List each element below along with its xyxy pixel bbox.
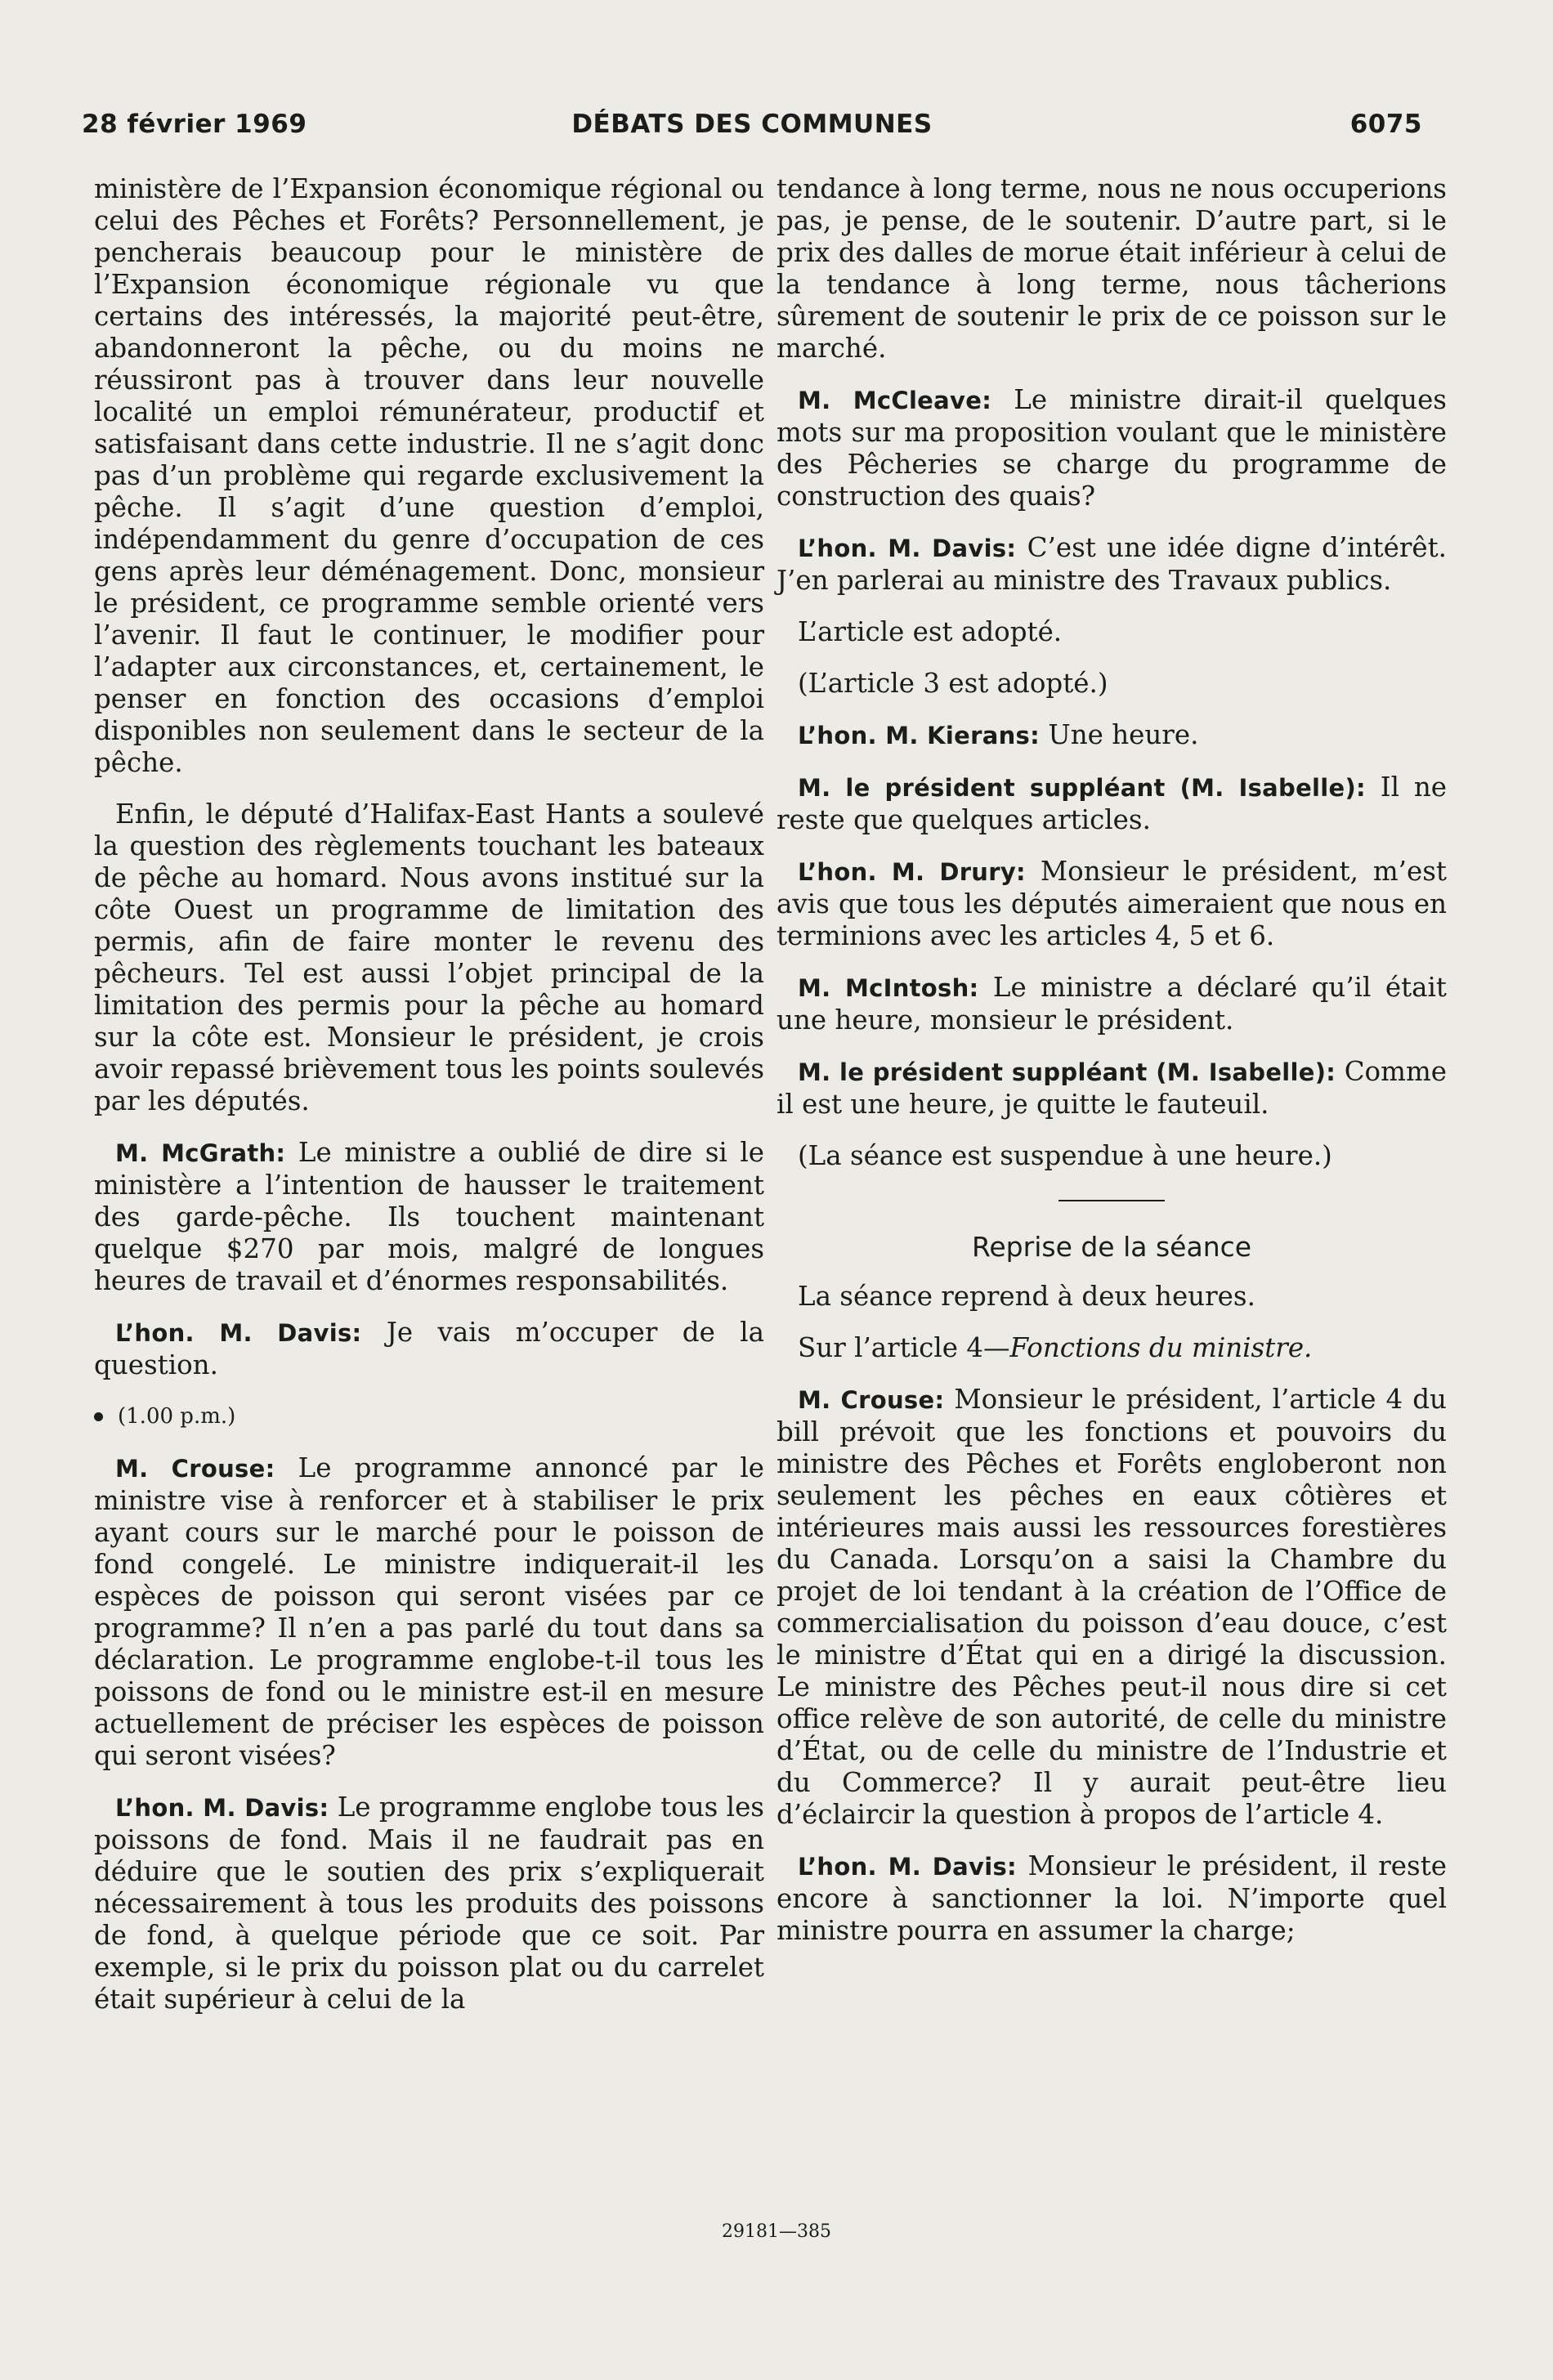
timestamp <box>94 1401 764 1433</box>
speaker-name: M. McGrath: <box>115 1139 286 1167</box>
article-heading <box>776 1332 1447 1364</box>
timestamp-text: (1.00 p.m.) <box>118 1404 236 1429</box>
speech-text: C’est une idée digne d’intérêt. J’en parlerai au ministre des Travaux publics. <box>776 532 1447 596</box>
speech-text: Monsieur le président, l’article 4 du bill prévoit que les fonctions et pouvoirs du ministre des Pêches et Forêts engloberont non seulement les pêches en eaux côtières et intérieures mais aussi les ressources forestières du Canada. Lorsqu’on a saisi la Chambre du projet de loi tendant à la création de l’Office de commercialisation du poisson d’eau douce, c’est le ministre d’État qui en a dirigé la discussion. Le ministre des Pêches peut-il nous dire si cet office relève de son autorité, de celle du ministre d’État, ou de celle du ministre de l’Industrie et du Commerce? Il y aurait peut-être lieu d’éclaircir la question à propos de l’article 4. <box>776 1384 1447 1830</box>
header-title: DÉBATS DES COMMUNES <box>571 110 933 139</box>
header-page-number: 6075 <box>1349 110 1422 139</box>
speech <box>776 1056 1447 1121</box>
article-title: Fonctions du ministre. <box>1009 1332 1313 1363</box>
speech-text: Monsieur le président, il reste encore à sanctionner la loi. N’importe quel ministre pourra en assumer la charge; <box>776 1850 1447 1946</box>
page-footer-code: 29181—385 <box>722 2221 831 2242</box>
speech <box>94 1792 764 2015</box>
procedure-note: L’article est adopté. <box>798 616 1063 647</box>
speech-text: Il ne reste que quelques articles. <box>776 772 1447 835</box>
paragraph: Enfin, le député d’Halifax-East Hants a soulevé la question des règlements touchant les bateaux de pêche au homard. Nous avons institué sur la côte Ouest un programme de limitation des permis, afin de faire monter le revenu des pêcheurs. Tel est aussi l’objet principal de la limitation des permis pour la pêche au homard sur la côte est. Monsieur le président, je crois avoir repassé brièvement tous les points soulevés par les députés. <box>94 799 764 1116</box>
speaker-name: M. Crouse: <box>798 1386 945 1414</box>
speech <box>94 1317 764 1381</box>
speech-text: Le programme annoncé par le ministre vise à renforcer et à stabiliser le prix ayant cours sur le marché pour le poisson de fond congelé. Le ministre indiquerait-il les espèces de poisson qui seront visées par ce programme? Il n’en a pas parlé du tout dans sa déclaration. Le programme englobe-t-il tous les poissons de fond ou le ministre est-il en mesure actuellement de préciser les espèces de poisson qui seront visées? <box>94 1452 764 1771</box>
paragraph: ministère de l’Expansion économique régional ou celui des Pêches et Forêts? Personnellement, je pencherais beaucoup pour le ministère de l’Expansion économique régionale vu que certains des intéressés, la majorité peut-être, abandonneront la pêche, ou du moins ne réussiront pas à trouver dans leur nouvelle localité un emploi rémunérateur, productif et satisfaisant dans cette industrie. Il ne s’agit donc pas d’un problème qui regarde exclusivement la pêche. Il s’agit d’une question d’emploi, indépendamment du genre d’occupation de ces gens après leur déménagement. Donc, monsieur le président, ce programme semble orienté vers l’avenir. Il faut le continuer, le modifier pour l’adapter aux circonstances, et, certainement, le penser en fonction des occasions d’emploi disponibles non seulement dans le secteur de la pêche. <box>94 173 764 778</box>
speech <box>776 856 1447 952</box>
speech <box>776 384 1447 512</box>
speech <box>94 1452 764 1772</box>
procedure-note: (L’article 3 est adopté.) <box>798 668 1108 699</box>
speaker-name: L’hon. M. Drury: <box>798 858 1026 886</box>
speech <box>776 1384 1447 1831</box>
speech-text: Le programme englobe tous les poissons de fond. Mais il ne faudrait pas en déduire que le soutien des prix s’expliquerait nécessairement à tous les produits des poissons de fond, à quelque période que ce soit. Par exemple, si le prix du poisson plat ou du carrelet était supérieur à celui de la <box>94 1792 764 2015</box>
speaker-name: M. le président suppléant (M. Isabelle): <box>798 1058 1336 1086</box>
speaker-name: L’hon. M. Kierans: <box>798 722 1040 749</box>
speech <box>776 772 1447 836</box>
procedure-note: La séance reprend à deux heures. <box>798 1281 1255 1312</box>
left-column <box>94 173 764 2035</box>
speaker-name: L’hon. M. Davis: <box>798 1853 1017 1881</box>
speech-text: Une heure. <box>1039 719 1199 750</box>
right-column <box>776 173 1447 1966</box>
speech <box>776 532 1447 597</box>
speaker-name: M. McIntosh: <box>798 974 979 1002</box>
speech <box>776 719 1447 752</box>
speaker-name: L’hon. M. Davis: <box>115 1794 329 1822</box>
speech <box>776 972 1447 1036</box>
speaker-name: M. le président suppléant (M. Isabelle): <box>798 774 1366 802</box>
speech-text: Je vais m’occuper de la question. <box>94 1317 764 1380</box>
speech <box>776 1850 1447 1947</box>
speech-text: Le ministre a oublié de dire si le ministère a l’intention de hausser le traitement des garde-pêche. Ils touchent maintenant quelque $270 par mois, malgré de longues heures de travail et d’énormes responsabilités. <box>94 1137 764 1296</box>
paragraph: tendance à long terme, nous ne nous occuperions pas, je pense, de le soutenir. D’autre part, si le prix des dalles de morue était inférieur à celui de la tendance à long terme, nous tâcherions sûrement de soutenir le prix de ce poisson sur le marché. <box>776 173 1447 364</box>
speech-text: Monsieur le président, m’est avis que tous les députés aimeraient que nous en terminions avec les articles 4, 5 et 6. <box>776 856 1447 951</box>
speaker-name: M. Crouse: <box>115 1455 275 1483</box>
bullet-icon <box>94 1412 103 1421</box>
header-date: 28 février 1969 <box>82 110 307 139</box>
speech-text: Le ministre a déclaré qu’il était une heure, monsieur le président. <box>776 972 1447 1036</box>
speaker-name: M. McCleave: <box>798 387 992 414</box>
speaker-name: L’hon. M. Davis: <box>115 1319 362 1347</box>
page-header <box>82 110 1422 145</box>
section-title: Reprise de la séance <box>971 1231 1252 1263</box>
speech-text: Le ministre dirait-il quelques mots sur ma proposition voulant que le ministère des Pêcheries se charge du programme de construction des quais? <box>776 384 1447 512</box>
speech <box>94 1137 764 1297</box>
speech-text: Comme il est une heure, je quitte le fauteuil. <box>776 1056 1447 1120</box>
section-divider <box>1058 1200 1165 1201</box>
speaker-name: L’hon. M. Davis: <box>798 535 1017 562</box>
procedure-note: (La séance est suspendue à une heure.) <box>798 1140 1332 1171</box>
article-prefix: Sur l’article 4— <box>798 1332 1010 1363</box>
